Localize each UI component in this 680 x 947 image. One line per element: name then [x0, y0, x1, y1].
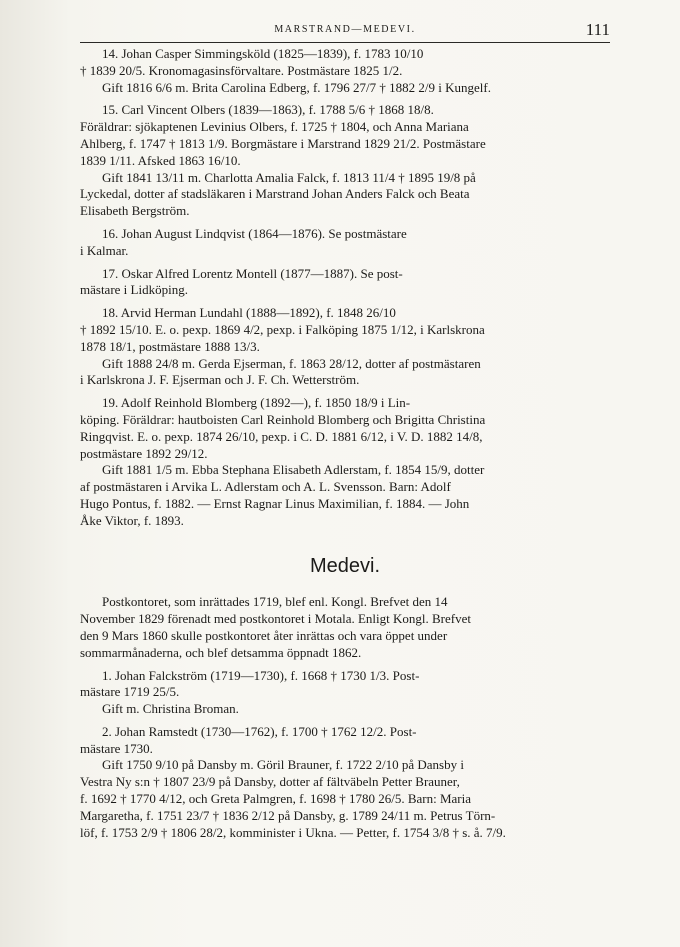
text-line: Hugo Pontus, f. 1882. — Ernst Ragnar Linus Maximilian, f. 1884. — John [80, 495, 470, 511]
section-title: Medevi. [309, 554, 381, 577]
text-line: Åke Viktor, f. 1893. [80, 512, 184, 528]
page-content [80, 46, 610, 841]
text-line: 1839 1/11. Afsked 1863 16/10. [80, 152, 241, 168]
entry-16 [80, 226, 610, 260]
entry-18 [80, 305, 610, 389]
text-line: mästare i Lidköping. [80, 282, 188, 298]
text-line: Ahlberg, f. 1747 † 1813 1/9. Borgmästare i Marstrand 1829 21/2. Postmästare [80, 135, 486, 151]
text-line: Gift 1888 24/8 m. Gerda Ejserman, f. 1863 28/12, dotter af postmästaren [102, 355, 481, 371]
medevi-entry-2 [80, 724, 610, 842]
text-line: Gift 1881 1/5 m. Ebba Stephana Elisabeth Adlerstam, f. 1854 15/9, dotter [102, 462, 485, 478]
text-line: Gift 1841 13/11 m. Charlotta Amalia Falck, f. 1813 11/4 † 1895 19/8 på [102, 169, 476, 185]
text-line: löf, f. 1753 2/9 † 1806 28/2, komminister i Ukna. — Petter, f. 1754 3/8 † s. å. 7/9. [80, 824, 506, 840]
text-line: Lyckedal, dotter af stadsläkaren i Marstrand Johan Anders Falck och Beata [80, 186, 470, 202]
text-line: 14. Johan Casper Simmingsköld (1825—1839), f. 1783 10/10 [102, 46, 424, 61]
text-line: 18. Arvid Herman Lundahl (1888—1892), f. 1848 26/10 [102, 305, 396, 321]
text-line: Elisabeth Bergström. [80, 203, 190, 219]
text-line: 1878 18/1, postmästare 1888 13/3. [80, 338, 260, 354]
text-line: 19. Adolf Reinhold Blomberg (1892—), f. 1850 18/9 i Lin- [102, 395, 411, 411]
text-line: i Karlskrona J. F. Ejserman och J. F. Ch. Wetterström. [80, 372, 360, 388]
text-line: postmästare 1892 29/12. [80, 445, 208, 461]
text-line: 2. Johan Ramstedt (1730—1762), f. 1700 † 1762 12/2. Post- [102, 723, 417, 739]
text-line: köping. Föräldrar: hautboisten Carl Reinhold Blomberg och Brigitta Christina [80, 411, 486, 427]
text-line: f. 1692 † 1770 4/12, och Greta Palmgren, f. 1698 † 1780 26/5. Barn: Maria [80, 791, 472, 807]
text-line: 15. Carl Vincent Olbers (1839—1863), f. 1788 5/6 † 1868 18/8. [102, 102, 434, 118]
text-line: † 1839 20/5. Kronomagasinsförvaltare. Postmästare 1825 1/2. [80, 62, 403, 78]
text-line: Föräldrar: sjökaptenen Levinius Olbers, f. 1725 † 1804, och Anna Mariana [80, 119, 469, 135]
text-line: † 1892 15/10. E. o. pexp. 1869 4/2, pexp. i Falköping 1875 1/12, i Karlskrona [80, 321, 485, 337]
text-line: mästare 1719 25/5. [80, 684, 180, 700]
entry-17 [80, 266, 610, 300]
text-line: November 1829 förenadt med postkontoret i Motala. Enligt Kongl. Brefvet [80, 611, 471, 627]
text-line: sommarmånaderna, och blef detsamma öppnadt 1862. [80, 644, 362, 660]
text-line: af postmästaren i Arvika L. Adlerstam och A. L. Svensson. Barn: Adolf [80, 479, 451, 495]
medevi-entry-1 [80, 668, 610, 718]
page-number: 111 [585, 20, 610, 39]
entry-19 [80, 395, 610, 529]
text-line: Vestra Ny s:n † 1807 23/9 på Dansby, dotter af fältväbeln Petter Brauner, [80, 774, 460, 790]
text-line: den 9 Mars 1860 skulle postkontoret åter inrättas och vara öppet under [80, 627, 448, 643]
text-line: 16. Johan August Lindqvist (1864—1876). Se postmästare [102, 225, 407, 241]
text-line: Ringqvist. E. o. pexp. 1874 26/10, pexp. i C. D. 1881 6/12, i V. D. 1882 14/8, [80, 428, 483, 444]
entry-15 [80, 102, 610, 220]
entry-14 [80, 46, 610, 96]
text-line: Gift m. Christina Broman. [102, 701, 239, 717]
medevi-intro [80, 594, 610, 661]
text-line: Margaretha, f. 1751 23/7 † 1836 2/12 på Dansby, g. 1789 24/11 m. Petrus Törn- [80, 807, 496, 823]
text-line: mästare 1730. [80, 740, 153, 756]
text-line: 1. Johan Falckström (1719—1730), f. 1668 † 1730 1/3. Post- [102, 667, 420, 683]
running-head: MARSTRAND—MEDEVI. [274, 24, 416, 35]
text-line: Gift 1816 6/6 m. Brita Carolina Edberg, f. 1796 27/7 † 1882 2/9 i Kungelf. [102, 79, 491, 95]
text-line: Gift 1750 9/10 på Dansby m. Göril Brauner, f. 1722 2/10 på Dansby i [102, 757, 464, 773]
text-line: i Kalmar. [80, 242, 129, 258]
text-line: 17. Oskar Alfred Lorentz Montell (1877—1887). Se post- [102, 265, 403, 281]
text-line: Postkontoret, som inrättades 1719, blef enl. Kongl. Brefvet den 14 [102, 594, 448, 610]
page-header [80, 20, 610, 43]
